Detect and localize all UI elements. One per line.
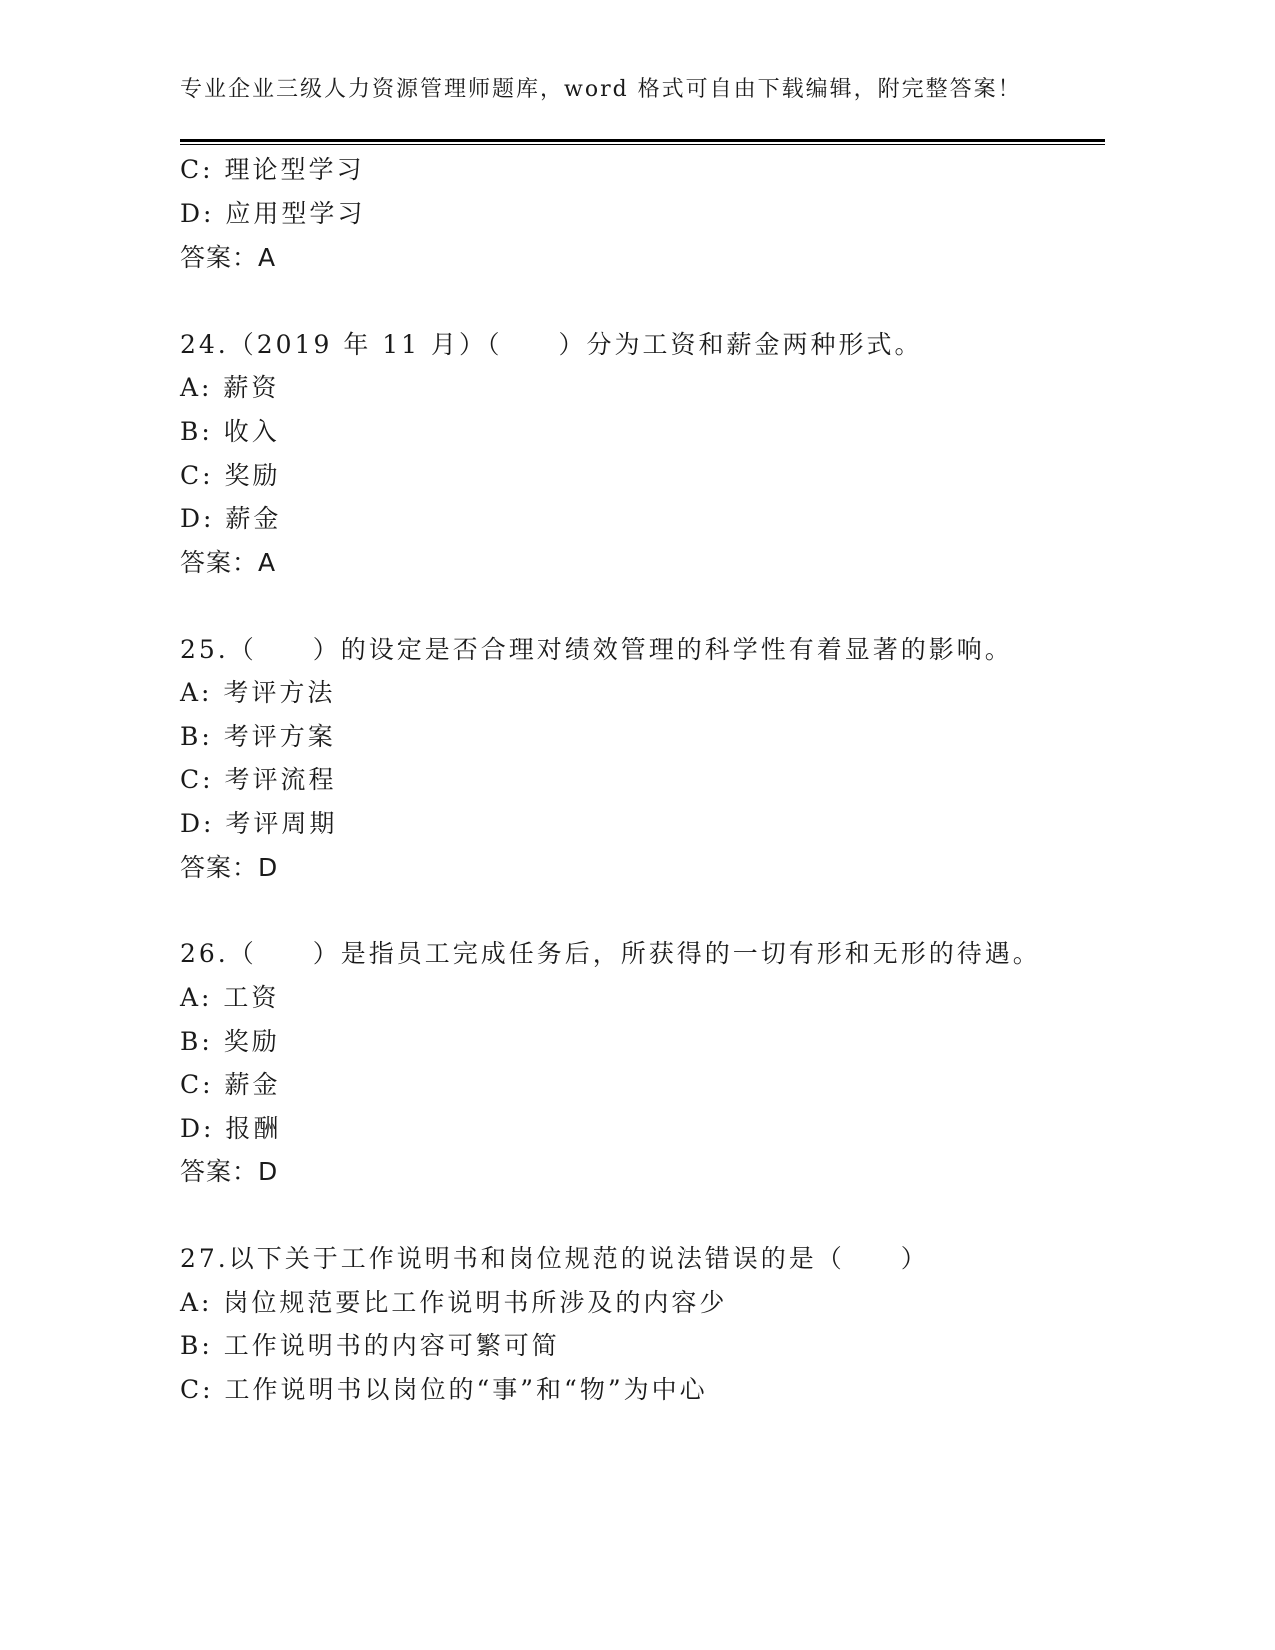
- question-stem: 27.以下关于工作说明书和岗位规范的说法错误的是（ ）: [180, 1244, 929, 1273]
- option-line: A: 考评方法: [180, 678, 336, 707]
- answer-line: 答案：A: [180, 548, 277, 577]
- option-line: A: 工资: [180, 983, 280, 1012]
- header-rule-thick: [180, 139, 1105, 142]
- option-line: C: 奖励: [180, 461, 281, 490]
- question-stem: 25.（ ）的设定是否合理对绩效管理的科学性有着显著的影响。: [180, 635, 1013, 664]
- option-line: B: 奖励: [180, 1027, 280, 1056]
- question-stem: 24.（2019 年 11 月）（ ）分为工资和薪金两种形式。: [180, 330, 923, 359]
- answer-line: 答案：A: [180, 243, 277, 272]
- option-line: B: 工作说明书的内容可繁可简: [180, 1331, 560, 1360]
- option-line: B: 收入: [180, 417, 280, 446]
- option-line: C: 考评流程: [180, 765, 337, 794]
- option-line: A: 岗位规范要比工作说明书所涉及的内容少: [180, 1288, 728, 1317]
- option-line: C: 工作说明书以岗位的“事”和“物”为中心: [180, 1375, 708, 1404]
- option-line: D: 薪金: [180, 504, 282, 533]
- option-line: C: 薪金: [180, 1070, 281, 1099]
- option-line: D: 应用型学习: [180, 199, 366, 228]
- option-line: A: 薪资: [180, 373, 280, 402]
- answer-line: 答案：D: [180, 1157, 279, 1186]
- option-line: C: 理论型学习: [180, 155, 365, 184]
- option-line: B: 考评方案: [180, 722, 336, 751]
- question-stem: 26.（ ）是指员工完成任务后，所获得的一切有形和无形的待遇。: [180, 939, 1041, 968]
- option-line: D: 报酬: [180, 1114, 282, 1143]
- answer-line: 答案：D: [180, 853, 279, 882]
- page-header: 专业企业三级人力资源管理师题库，word 格式可自由下载编辑，附完整答案！: [180, 77, 1022, 102]
- header-rule-thin: [180, 144, 1105, 145]
- option-line: D: 考评周期: [180, 809, 338, 838]
